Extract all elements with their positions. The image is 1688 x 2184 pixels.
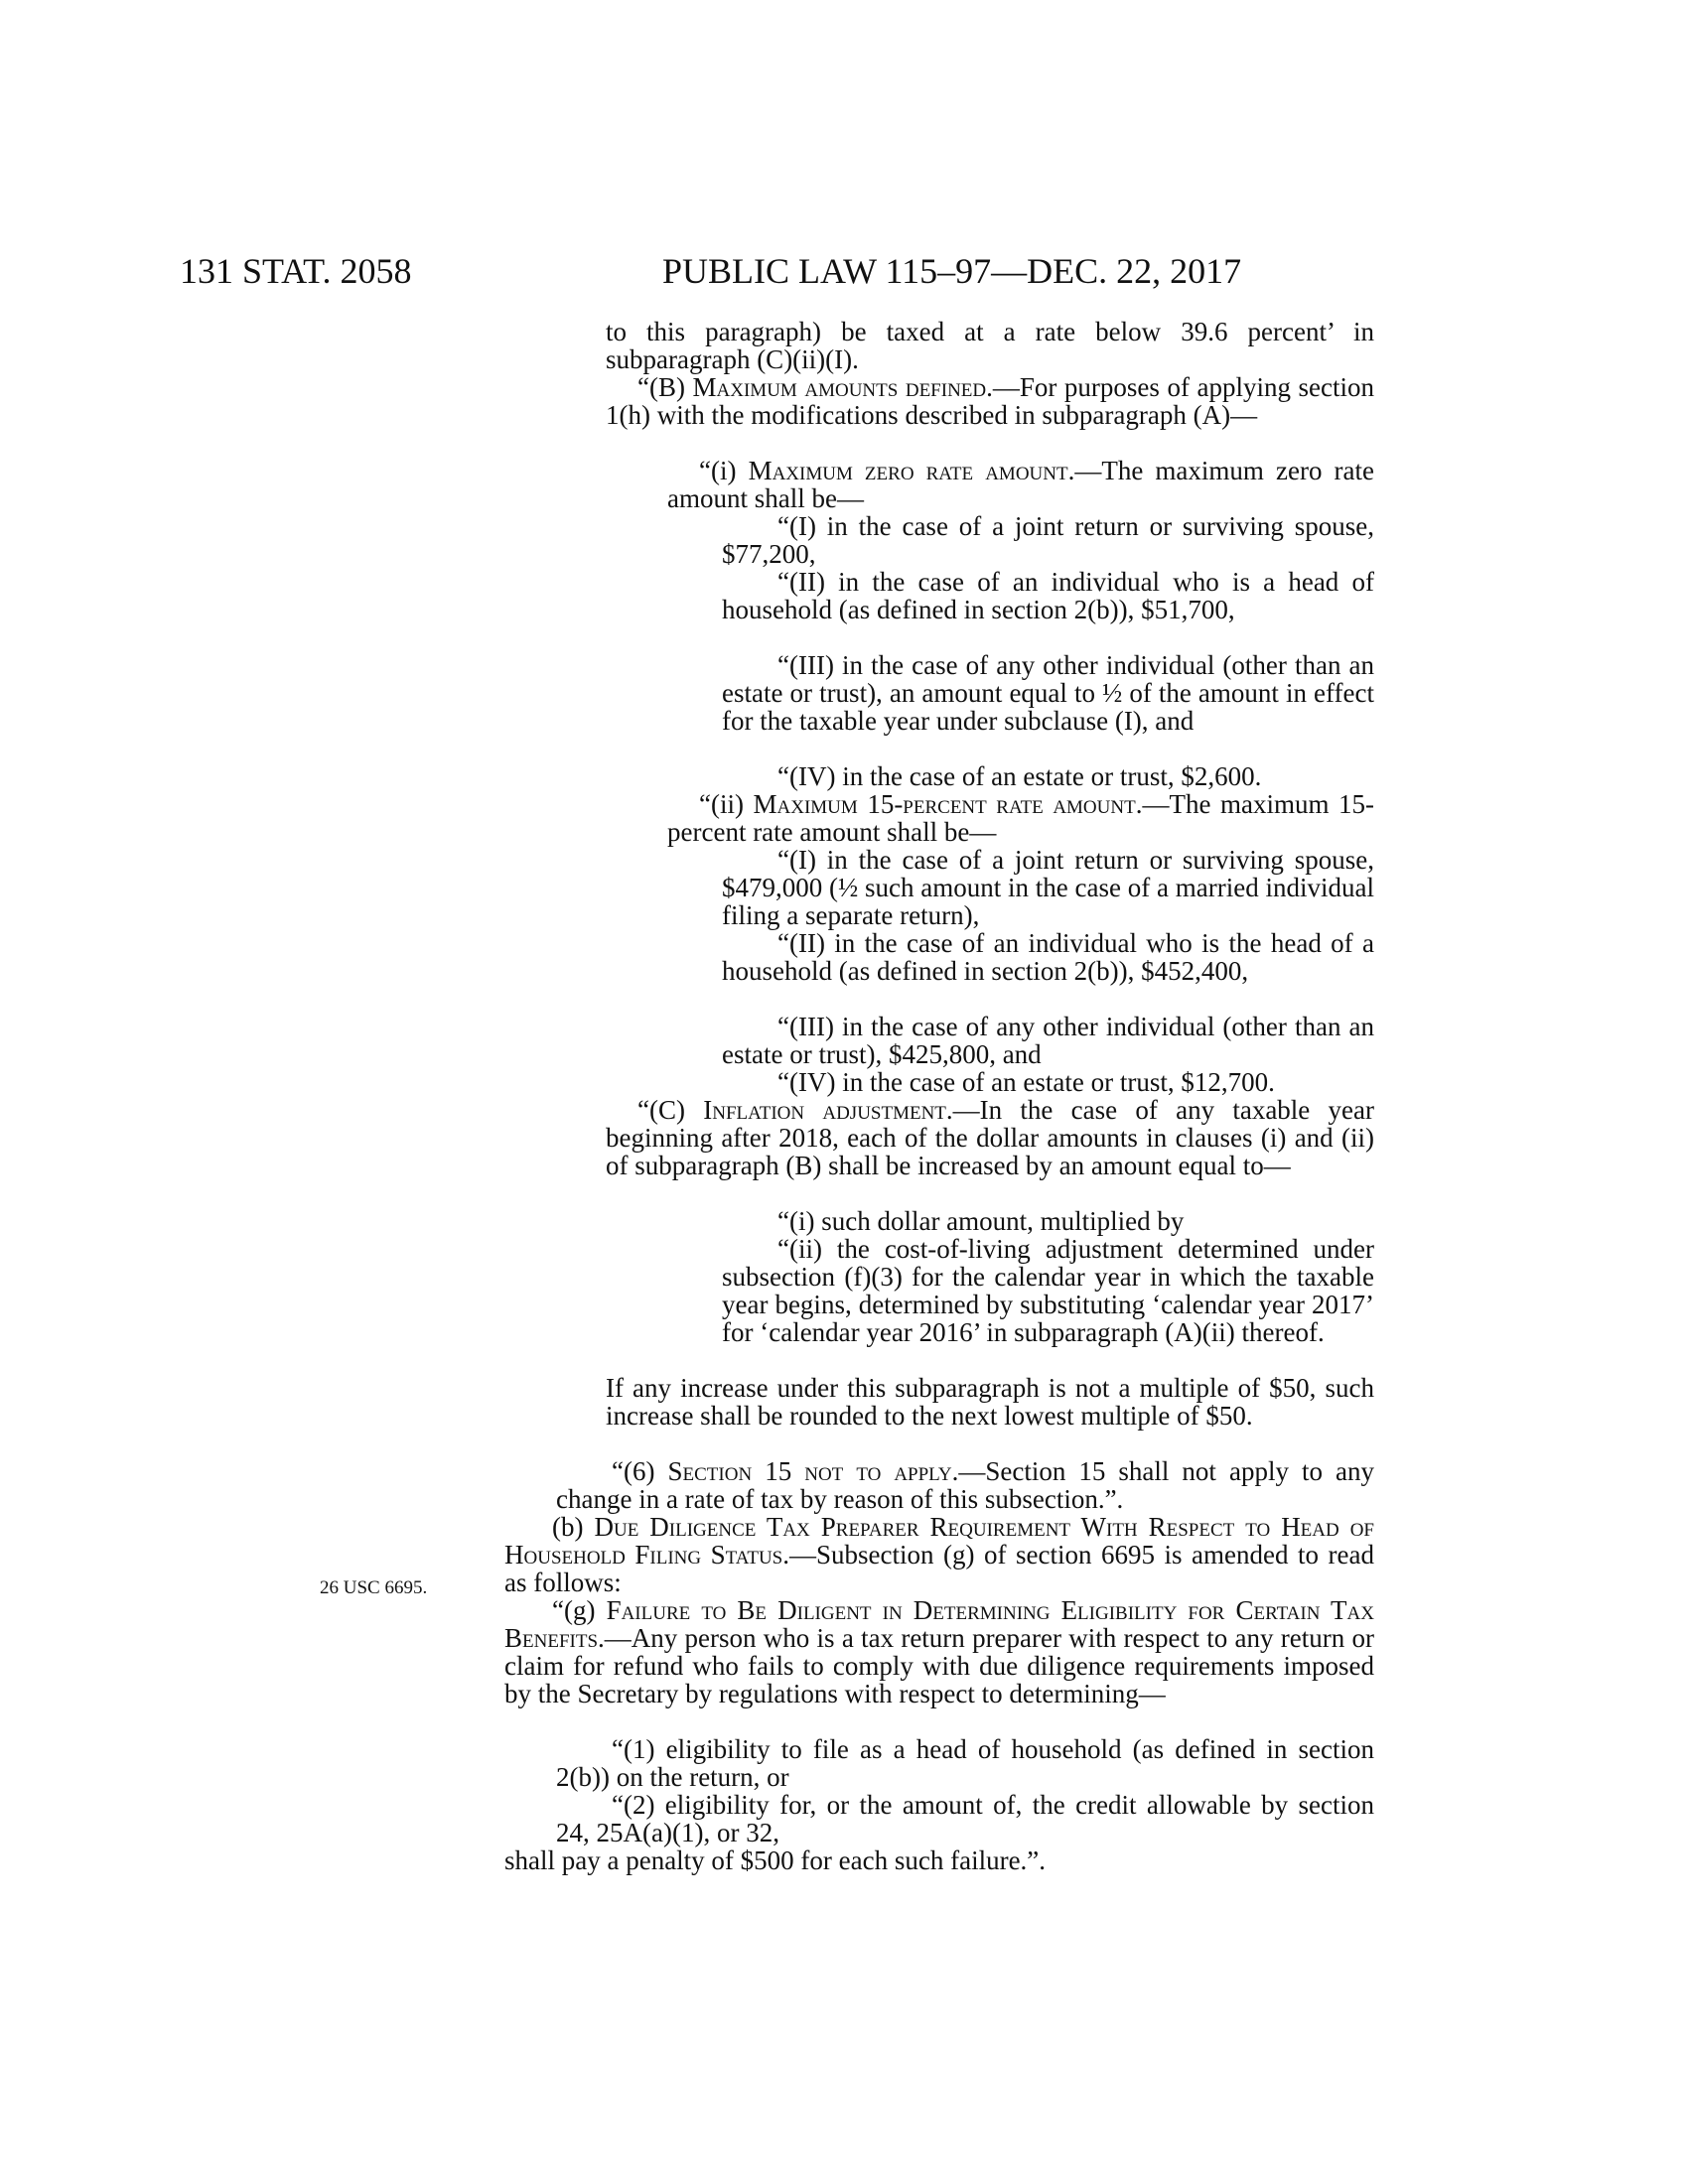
subclause-ii-head: “(II) in the case of an individual who is a head of household (as defined in section 2(b)), $51,700, <box>722 567 1374 625</box>
penalty-clause: shall pay a penalty of $500 for each such failure.”. <box>504 1845 1047 1875</box>
page-header <box>180 246 1371 296</box>
subclause-i-joint-15: “(I) in the case of a joint return or surviving spouse, $479,000 (½ such amount in the case of a married individual filing a separate return), <box>722 845 1374 931</box>
subclause-iv-estate: “(IV) in the case of an estate or trust, $2,600. <box>777 761 1262 791</box>
subclause-ii-head-15: “(II) in the case of an individual who is the head of a household (as defined in section 2(b)), $452,400, <box>722 928 1374 987</box>
subclause-iv-estate-15: “(IV) in the case of an estate or trust, $12,700. <box>777 1067 1275 1097</box>
public-law-title: PUBLIC LAW 115–97—DEC. 22, 2017 <box>662 251 1242 291</box>
paragraph-c-inflation: “(C) Inflation adjustment.—In the case of any taxable year beginning after 2018, each of the dollar amounts in clauses (i) and (ii) of subparagraph (B) shall be increased by an amount equal to— <box>606 1095 1374 1181</box>
clause-ii-15-percent: “(ii) Maximum 15-percent rate amount.—The maximum 15-percent rate amount shall be— <box>667 789 1374 848</box>
clause-i-multiplied: “(i) such dollar amount, multiplied by <box>777 1206 1185 1236</box>
item-1-head-of-household: “(1) eligibility to file as a head of household (as defined in section 2(b)) on the return, or <box>556 1734 1374 1793</box>
paragraph-6-section-15: “(6) Section 15 not to apply.—Section 15 shall not apply to any change in a rate of tax by reason of this subsection.”. <box>556 1456 1374 1515</box>
item-2-credit-eligibility: “(2) eligibility for, or the amount of, the credit allowable by section 24, 25A(a)(1), or 32, <box>556 1790 1374 1848</box>
subclause-i-joint: “(I) in the case of a joint return or surviving spouse, $77,200, <box>722 511 1374 570</box>
stat-page-number: 131 STAT. 2058 <box>180 251 412 291</box>
subclause-iii-other: “(III) in the case of any other individual (other than an estate or trust), an amount equal to ½ of the amount in effect for the taxable year under subclause (I), and <box>722 650 1374 737</box>
subsection-b-due-diligence: (b) Due Diligence Tax Preparer Requirement With Respect to Head of Household Filing Status.—Subsection (g) of section 6695 is amended to read as follows: <box>504 1512 1374 1598</box>
clause-i-zero-rate: “(i) Maximum zero rate amount.—The maximum zero rate amount shall be— <box>667 456 1375 514</box>
paragraph-b-maximum-amounts: “(B) Maximum amounts defined.—For purposes of applying section 1(h) with the modifications described in subparagraph (A)— <box>606 372 1374 431</box>
margin-citation: 26 USC 6695. <box>320 1577 428 1598</box>
subclause-iii-other-15: “(III) in the case of any other individual (other than an estate or trust), $425,800, and <box>722 1012 1374 1070</box>
rounding-rule: If any increase under this subparagraph is not a multiple of $50, such increase shall be rounded to the next lowest multiple of $50. <box>606 1373 1374 1432</box>
clause-ii-cost-of-living: “(ii) the cost-of-living adjustment determined under subsection (f)(3) for the calendar year in which the taxable year begins, determined by substituting ‘calendar year 2017’ for ‘calendar year 2016’ in subparagraph (A)(ii) thereof. <box>722 1234 1374 1348</box>
subsection-g-failure: “(g) Failure to Be Diligent in Determining Eligibility for Certain Tax Benefits.—Any person who is a tax return preparer with respect to any return or claim for refund who fails to comply with due diligence requirements imposed by the Secretary by regulations with respect to determining— <box>504 1595 1374 1709</box>
paragraph-continuation: to this paragraph) be taxed at a rate below 39.6 percent’ in subparagraph (C)(ii)(I). <box>606 317 1374 375</box>
